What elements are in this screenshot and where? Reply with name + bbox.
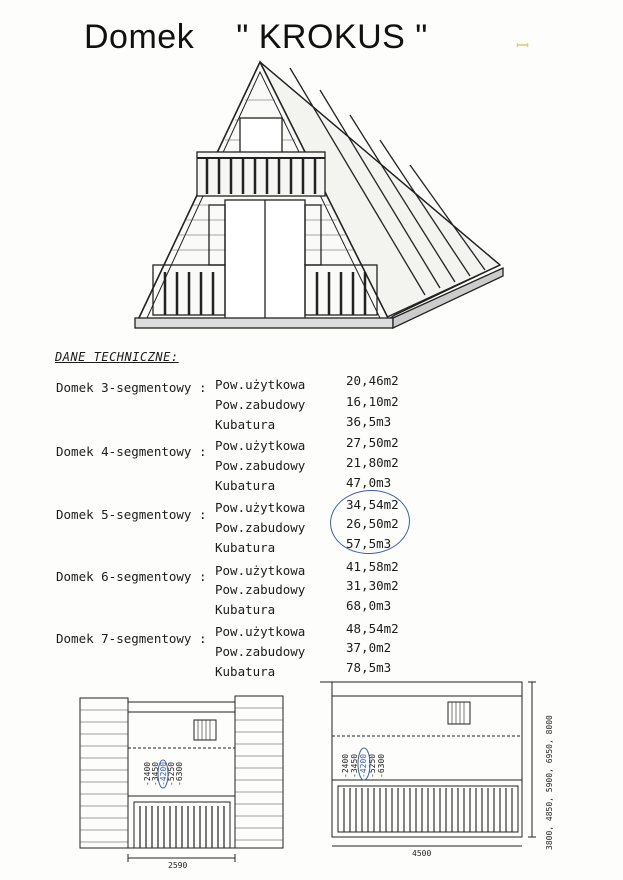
level-label: -5250 bbox=[368, 753, 377, 778]
spec-label: Kubatura bbox=[215, 540, 276, 555]
spec-value: 26,50m2 bbox=[346, 516, 399, 531]
spec-label: Kubatura bbox=[215, 664, 276, 679]
specs-heading: DANE TECHNICZNE: bbox=[55, 350, 179, 364]
spec-value: 16,10m2 bbox=[346, 394, 399, 409]
model-label: Domek 3-segmentowy : bbox=[56, 380, 207, 395]
scribble-mark: ꟷ bbox=[516, 36, 530, 55]
level-label: -3450 bbox=[350, 753, 359, 778]
title-name: " KROKUS " bbox=[236, 18, 428, 56]
level-label: -6300 bbox=[377, 753, 386, 778]
spec-label: Pow.zabudowy bbox=[215, 458, 306, 473]
spec-label: Pow.zabudowy bbox=[215, 397, 306, 412]
spec-label: Pow.użytkowa bbox=[215, 624, 306, 639]
spec-value: 36,5m3 bbox=[346, 414, 392, 429]
spec-value: 47,0m3 bbox=[346, 475, 392, 490]
page-title bbox=[84, 18, 428, 57]
title-prefix: Domek bbox=[84, 18, 195, 56]
level-label: -4200 bbox=[359, 753, 368, 778]
spec-value: 31,30m2 bbox=[346, 578, 399, 593]
spec-value: 34,54m2 bbox=[346, 497, 399, 512]
spec-label: Pow.zabudowy bbox=[215, 582, 306, 597]
level-label: -2400 bbox=[341, 753, 350, 778]
spec-label: Pow.użytkowa bbox=[215, 438, 306, 453]
level-label: -2400 bbox=[143, 761, 152, 786]
spec-label: Pow.użytkowa bbox=[215, 500, 306, 515]
pen-circle-annotation bbox=[328, 487, 412, 556]
front-plan bbox=[78, 690, 303, 870]
spec-label: Pow.użytkowa bbox=[215, 563, 306, 578]
model-label: Domek 6-segmentowy : bbox=[56, 569, 207, 584]
side-plan bbox=[320, 668, 560, 858]
spec-value: 37,0m2 bbox=[346, 640, 392, 655]
width-dimension: 2590 bbox=[168, 861, 188, 870]
side-dimension: 3800, 4850, 5900, 6950, 8000 bbox=[545, 715, 554, 850]
spec-value: 57,5m3 bbox=[346, 536, 392, 551]
spec-value: 41,58m2 bbox=[346, 559, 399, 574]
level-label: -4200 bbox=[159, 761, 168, 786]
spec-value: 78,5m3 bbox=[346, 660, 392, 675]
spec-value: 48,54m2 bbox=[346, 621, 399, 636]
level-label: -3450 bbox=[151, 761, 160, 786]
spec-value: 21,80m2 bbox=[346, 455, 399, 470]
spec-label: Pow.zabudowy bbox=[215, 520, 306, 535]
spec-label: Pow.zabudowy bbox=[215, 644, 306, 659]
spec-value: 68,0m3 bbox=[346, 598, 392, 613]
level-label: -5250 bbox=[167, 761, 176, 786]
width-dimension: 4500 bbox=[412, 849, 432, 858]
spec-label: Kubatura bbox=[215, 417, 276, 432]
spec-value: 27,50m2 bbox=[346, 435, 399, 450]
model-label: Domek 5-segmentowy : bbox=[56, 507, 207, 522]
spec-label: Kubatura bbox=[215, 602, 276, 617]
level-label: -6300 bbox=[175, 761, 184, 786]
spec-label: Kubatura bbox=[215, 478, 276, 493]
model-label: Domek 7-segmentowy : bbox=[56, 631, 207, 646]
spec-label: Pow.użytkowa bbox=[215, 377, 306, 392]
spec-value: 20,46m2 bbox=[346, 373, 399, 388]
house-drawing bbox=[125, 60, 505, 350]
model-label: Domek 4-segmentowy : bbox=[56, 444, 207, 459]
